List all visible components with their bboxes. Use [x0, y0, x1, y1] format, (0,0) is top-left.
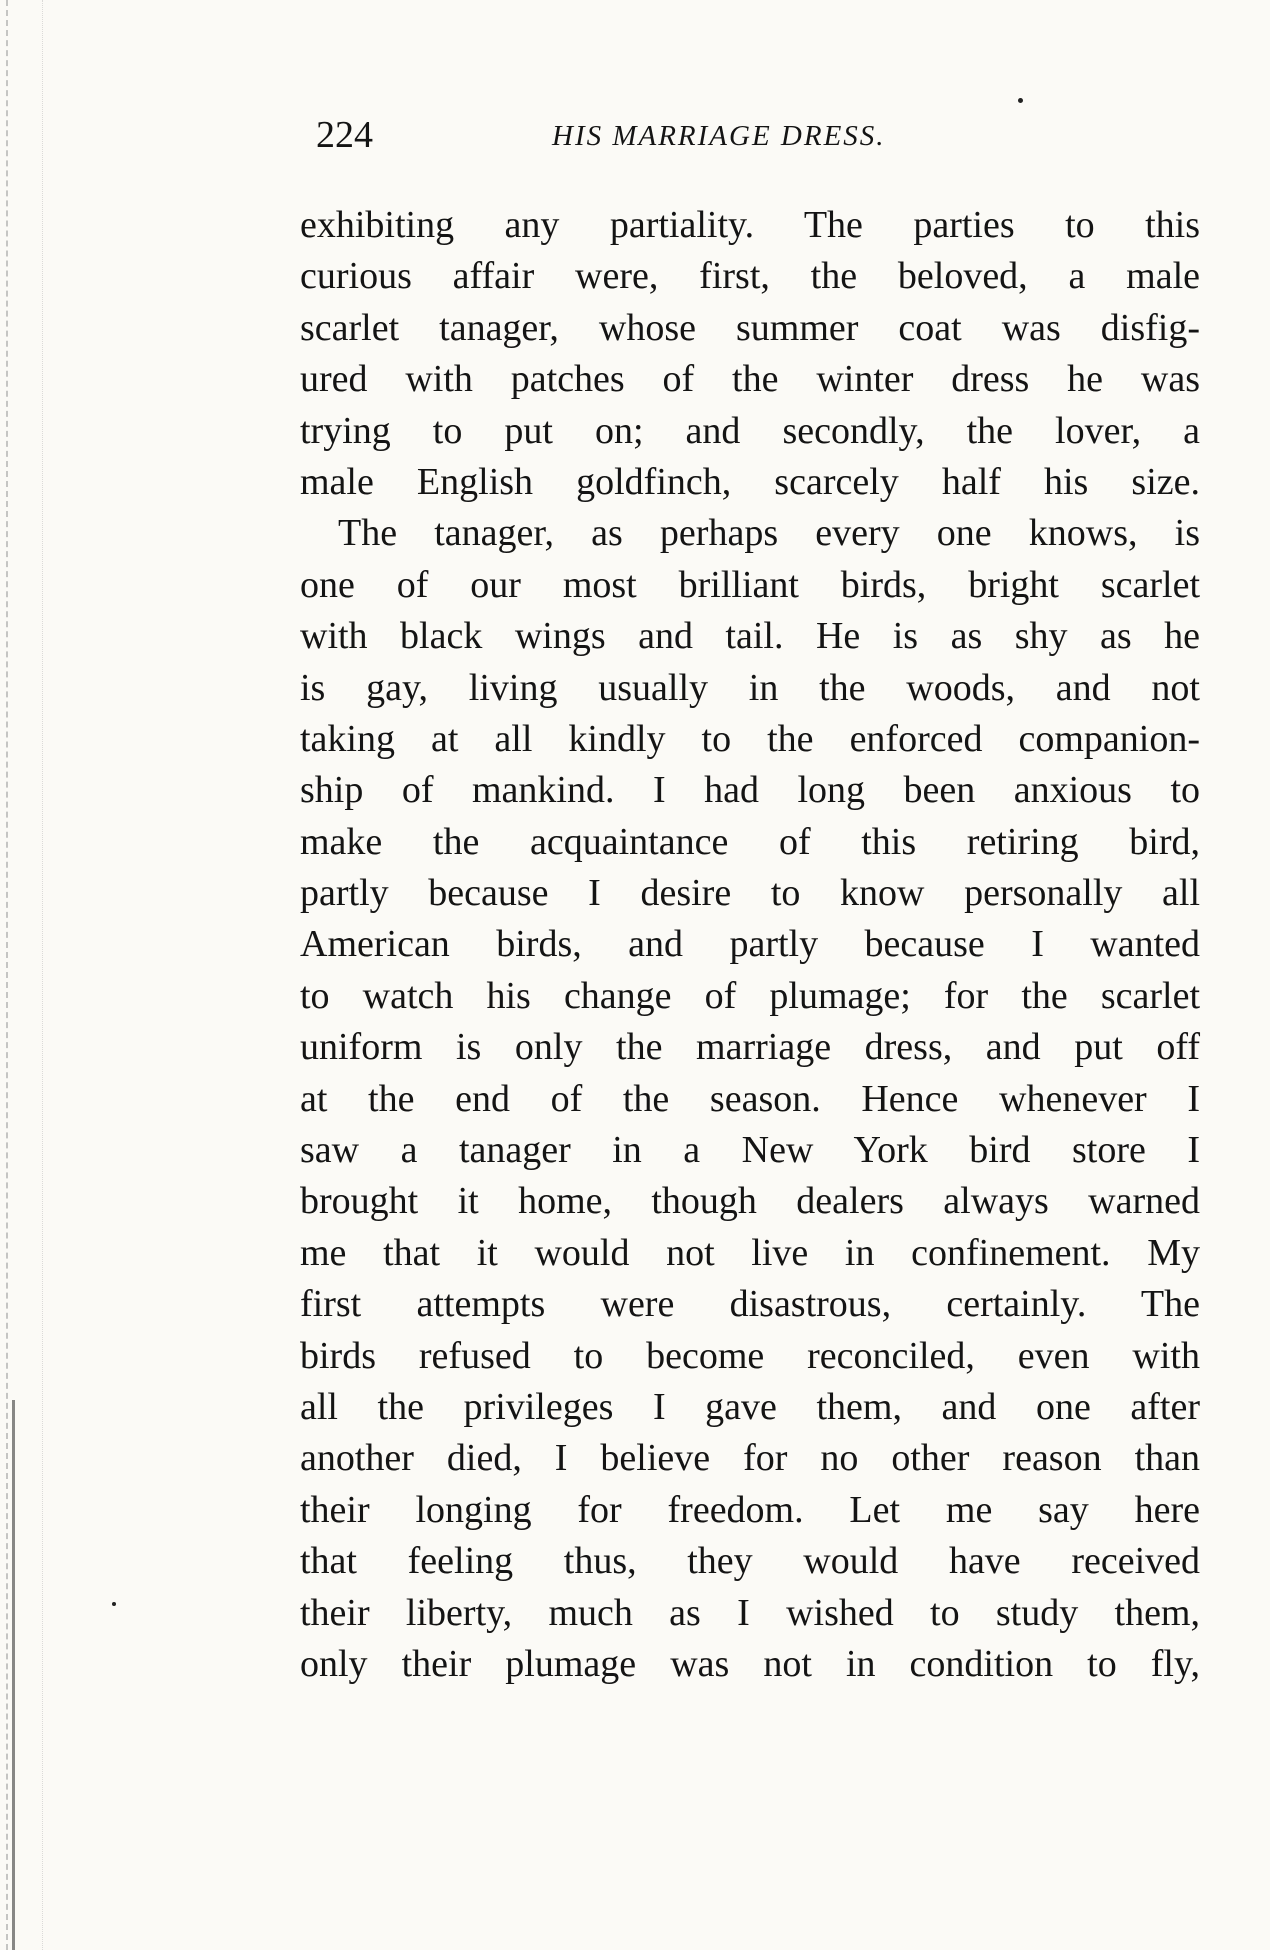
text-line: ship of mankind. I had long been anxious to [300, 769, 1200, 812]
text-line: curious affair were, first, the beloved, a male [300, 255, 1200, 298]
body-text [300, 200, 1200, 1690]
text-line: one of our most brilliant birds, bright scarlet [300, 563, 1200, 606]
text-line: their liberty, much as I wished to study them, [300, 1591, 1200, 1634]
text-line: scarlet tanager, whose summer coat was disfig- [300, 306, 1200, 349]
text-line: is gay, living usually in the woods, and not [300, 666, 1200, 709]
text-line: saw a tanager in a New York bird store I [300, 1129, 1200, 1172]
text-line: first attempts were disastrous, certainly. The [300, 1283, 1200, 1326]
binding-edge-line [12, 1400, 15, 1950]
text-line: me that it would not live in confinement. My [300, 1231, 1200, 1274]
text-line: that feeling thus, they would have received [300, 1540, 1200, 1583]
text-line: make the acquaintance of this retiring bird, [300, 820, 1200, 863]
text-line: their longing for freedom. Let me say here [300, 1488, 1200, 1531]
text-line: partly because I desire to know personally all [300, 872, 1200, 915]
binding-edge-line [42, 0, 43, 1950]
text-line: The tanager, as perhaps every one knows, is [338, 512, 1200, 555]
text-line: brought it home, though dealers always warned [300, 1180, 1200, 1223]
text-line: birds refused to become reconciled, even with [300, 1334, 1200, 1377]
text-line: taking at all kindly to the enforced companion- [300, 717, 1200, 760]
print-speck [1018, 98, 1023, 103]
print-speck [112, 1602, 116, 1606]
text-line: uniform is only the marriage dress, and put off [300, 1026, 1200, 1069]
text-line: American birds, and partly because I wanted [300, 923, 1200, 966]
text-line: to watch his change of plumage; for the scarlet [300, 974, 1200, 1017]
text-line: all the privileges I gave them, and one after [300, 1385, 1200, 1428]
page-number: 224 [316, 114, 373, 156]
text-line: another died, I believe for no other reason than [300, 1437, 1200, 1480]
binding-edge-line [6, 0, 8, 1950]
page-header [316, 112, 1036, 158]
text-line: exhibiting any partiality. The parties to this [300, 204, 1200, 246]
text-line: male English goldfinch, scarcely half his size. [300, 460, 1200, 503]
running-title: HIS MARRIAGE DRESS. [552, 120, 886, 152]
text-line: at the end of the season. Hence whenever I [300, 1077, 1200, 1120]
text-line: trying to put on; and secondly, the lover, a [300, 409, 1200, 452]
text-line: only their plumage was not in condition to fly, [300, 1642, 1200, 1685]
text-line: with black wings and tail. He is as shy as he [300, 615, 1200, 658]
text-line: ured with patches of the winter dress he was [300, 358, 1200, 401]
